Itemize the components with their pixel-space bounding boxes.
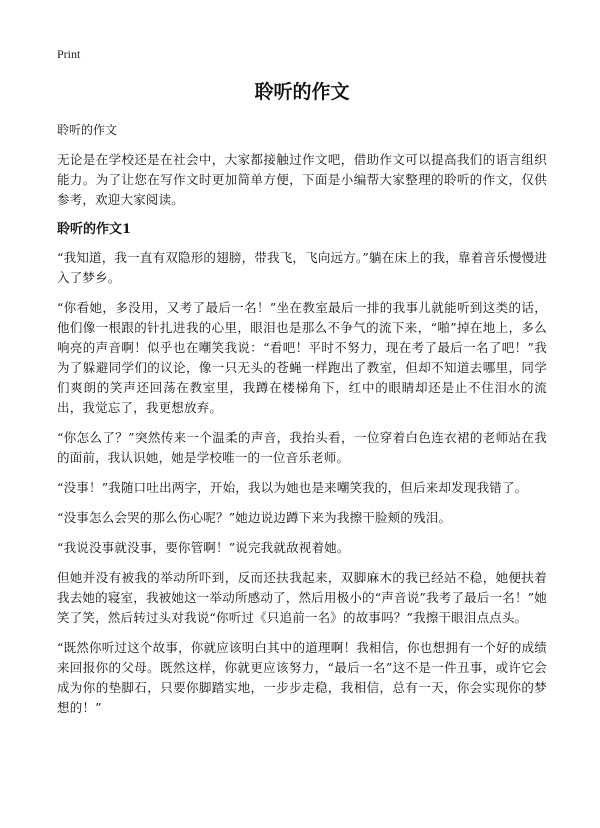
page-title: 聆听的作文 bbox=[254, 81, 350, 103]
intro-paragraph: 无论是在学校还是在社会中，大家都接触过作文吧，借助作文可以提高我们的语言组织能力。为了让您在写作文时更加简单方便，下面是小编帮大家整理的聆听的作文，仅供参考，欢迎大家阅读。 bbox=[57, 152, 547, 207]
document-subtitle: 聆听的作文 bbox=[57, 123, 118, 137]
paragraph-2: “你看她，多没用，又考了最后一名！”坐在教室最后一排的我事儿就能听到这类的话，他们像一根跟的针扎进我的心里，眼泪也是那么不争气的流下来，“啪”掉在地上，多么响亮的声音啊！似乎也在嘲笑我说：“看吧！平时不努力，现在考了最后一名了吧！”我为了躲避同学们的议论，像一只无头的苍蝇一样跑出了教室，但却不知道去哪里，同学们爽朗的笑声还回荡在教室里，我蹲在楼梯角下，红中的眼睛却还是止不住泪水的流出，我觉忘了，我更想放弃。 bbox=[57, 300, 547, 415]
article-body bbox=[57, 150, 547, 728]
paragraph-7: 但她并没有被我的举动所吓到，反而还扶我起来，双脚麻木的我已经站不稳，她便扶着我去她的寝室，我被她这一举动所感动了，然后用极小的“声音说”我考了最后一名！”她笑了笑，然后转过头对我说“你听过《只追前一名》的故事吗？”我擦干眼泪点点头。 bbox=[57, 570, 547, 625]
paragraph-8: “既然你听过这个故事，你就应该明白其中的道理啊！我相信，你也想拥有一个好的成绩来回报你的父母。既然这样，你就更应该努力，“最后一名”这不是一件丑事，或许它会成为你的垫脚石，只要你脚踏实地，一步步走稳，我相信，总有一天，你会实现你的梦想的！” bbox=[57, 640, 547, 715]
print-link[interactable]: Print bbox=[57, 47, 81, 61]
paragraph-6: “我说没事就没事，要你管啊！”说完我就敌视着她。 bbox=[57, 540, 350, 555]
section-heading: 聆听的作文1 bbox=[57, 222, 132, 237]
paragraph-4: “没事！”我随口吐出两字，开始，我以为她也是来嘲笑我的，但后来却发现我错了。 bbox=[57, 480, 528, 495]
paragraph-3: “你怎么了？”突然传来一个温柔的声音，我抬头看，一位穿着白色连衣裙的老师站在我的面前，我认识她，她是学校唯一的一位音乐老师。 bbox=[57, 430, 547, 465]
paragraph-1: “我知道，我一直有双隐形的翅膀，带我飞，飞向远方。”躺在床上的我，靠着音乐慢慢进入了梦乡。 bbox=[57, 250, 547, 285]
paragraph-5: “没事怎么会哭的那么伤心呢？”她边说边蹲下来为我擦干脸颊的残泪。 bbox=[57, 510, 452, 525]
